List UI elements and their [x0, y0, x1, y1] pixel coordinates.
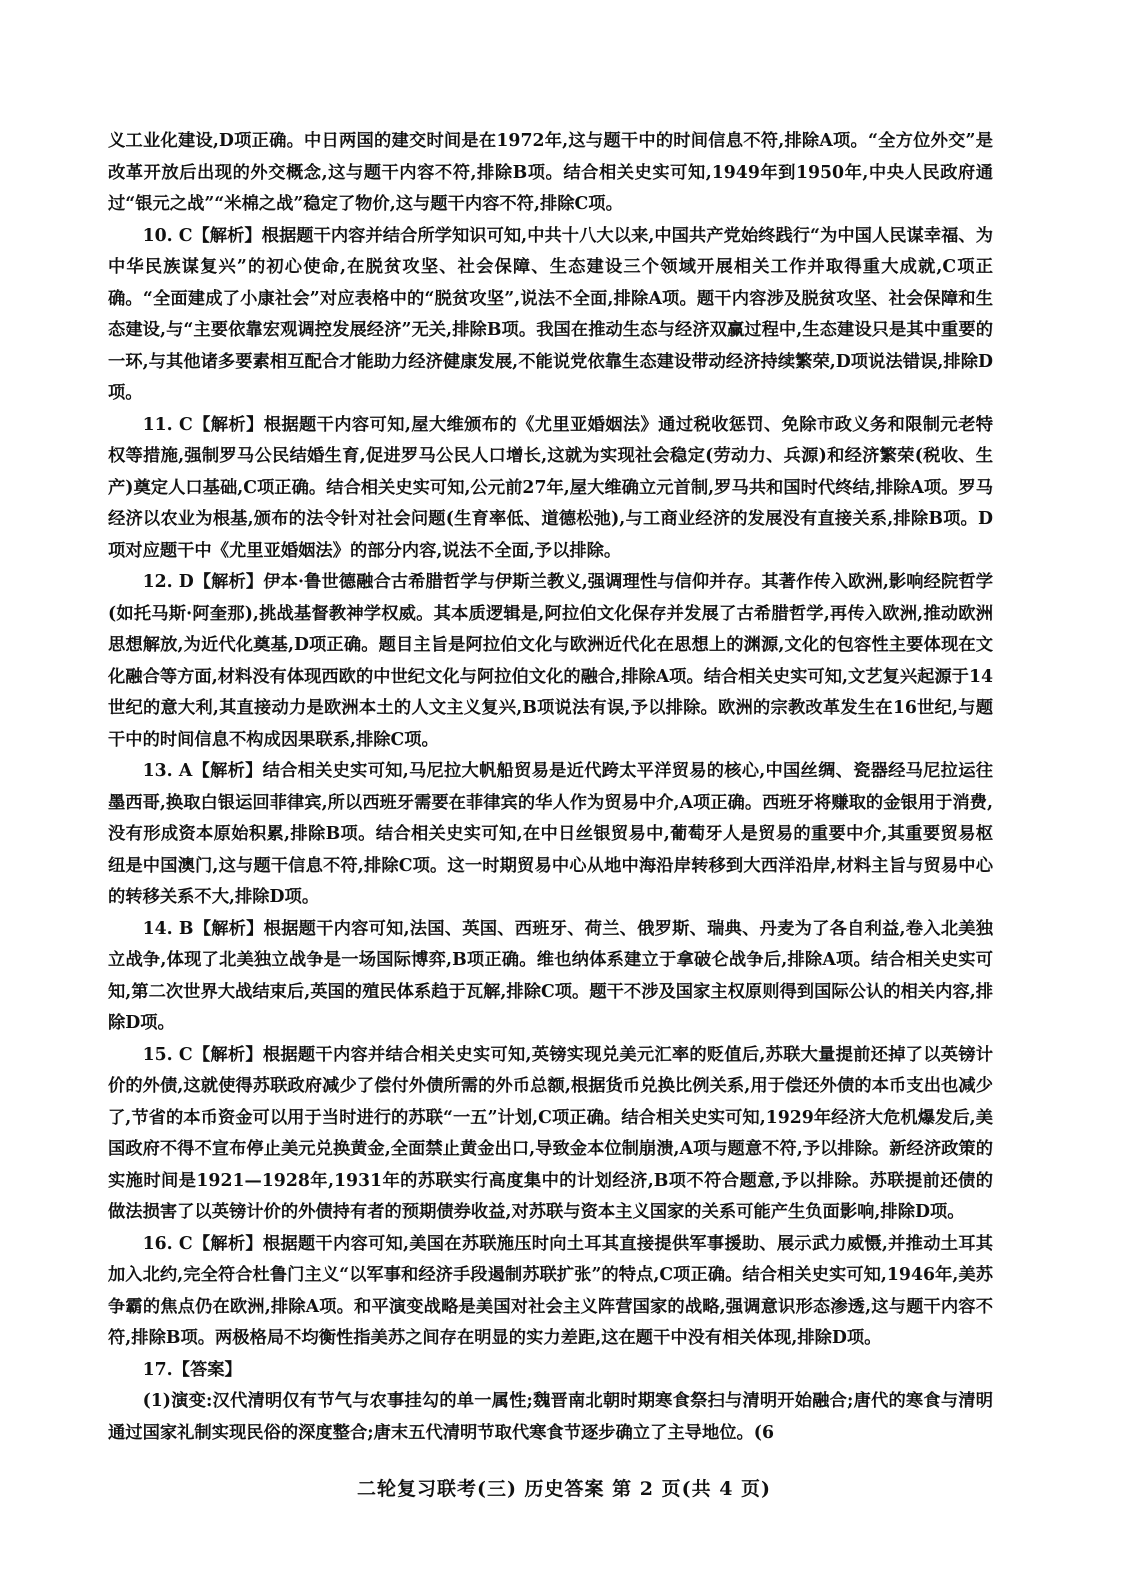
paragraph-answer-17-part-1: (1)演变:汉代清明仅有节气与农事挂勾的单一属性;魏晋南北朝时期寒食祭扫与清明开始融合;唐代的寒食与清明通过国家礼制实现民俗的深度整合;唐末五代清明节取代寒食节逐步确立了主导地位。(6: [108, 1391, 993, 1443]
answer-page-body: [108, 126, 993, 1449]
page-footer: 二轮复习联考(三) 历史答案 第 2 页(共 4 页): [356, 1478, 772, 1500]
paragraph-answer-16: 16. C【解析】根据题干内容可知,美国在苏联施压时向土耳其直接提供军事援助、展示武力威慑,并推动土耳其加入北约,完全符合杜鲁门主义“以军事和经济手段遏制苏联扩张”的特点,C项正确。结合相关史实可知,1946年,美苏争霸的焦点仍在欧洲,排除A项。和平演变战略是美国对社会主义阵营国家的战略,强调意识形态渗透,这与题干内容不符,排除B项。两极格局不均衡性指美苏之间存在明显的实力差距,这在题干中没有相关体现,排除D项。: [108, 1233, 993, 1348]
paragraph-answer-13: 13. A【解析】结合相关史实可知,马尼拉大帆船贸易是近代跨太平洋贸易的核心,中国丝绸、瓷器经马尼拉运往墨西哥,换取白银运回菲律宾,所以西班牙需要在菲律宾的华人作为贸易中介,A项正确。西班牙将赚取的金银用于消费,没有形成资本原始积累,排除B项。结合相关史实可知,在中日丝银贸易中,葡萄牙人是贸易的重要中介,其重要贸易枢纽是中国澳门,这与题干信息不符,排除C项。这一时期贸易中心从地中海沿岸转移到大西洋沿岸,材料主旨与贸易中心的转移关系不大,排除D项。: [108, 761, 993, 907]
paragraph-answer-10: 10. C【解析】根据题干内容并结合所学知识可知,中共十八大以来,中国共产党始终践行“为中国人民谋幸福、为中华民族谋复兴”的初心使命,在脱贫攻坚、社会保障、生态建设三个领域开展相关工作并取得重大成就,C项正确。“全面建成了小康社会”对应表格中的“脱贫攻坚”,说法不全面,排除A项。题干内容涉及脱贫攻坚、社会保障和生态建设,与“主要依靠宏观调控发展经济”无关,排除B项。我国在推动生态与经济双赢过程中,生态建设只是其中重要的一环,与其他诸多要素相互配合才能助力经济健康发展,不能说党依靠生态建设带动经济持续繁荣,D项说法错误,排除D项。: [108, 225, 993, 403]
paragraph-answer-17-heading: 17.【答案】: [142, 1359, 242, 1380]
paragraph-answer-12: 12. D【解析】伊本·鲁世德融合古希腊哲学与伊斯兰教义,强调理性与信仰并存。其著作传入欧洲,影响经院哲学(如托马斯·阿奎那),挑战基督教神学权威。其本质逻辑是,阿拉伯文化保存并发展了古希腊哲学,再传入欧洲,推动欧洲思想解放,为近代化奠基,D项正确。题目主旨是阿拉伯文化与欧洲近代化在思想上的渊源,文化的包容性主要体现在文化融合等方面,材料没有体现西欧的中世纪文化与阿拉伯文化的融合,排除A项。结合相关史实可知,文艺复兴起源于14世纪的意大利,其直接动力是欧洲本土的人文主义复兴,B项说法有误,予以排除。欧洲的宗教改革发生在16世纪,与题干中的时间信息不构成因果联系,排除C项。: [108, 572, 994, 750]
paragraph-answer-14: 14. B【解析】根据题干内容可知,法国、英国、西班牙、荷兰、俄罗斯、瑞典、丹麦为了各自利益,卷入北美独立战争,体现了北美独立战争是一场国际博弈,B项正确。维也纳体系建立于拿破仑战争后,排除A项。结合相关史实可知,第二次世界大战结束后,英国的殖民体系趋于瓦解,排除C项。题干不涉及国家主权原则得到国际公认的相关内容,排除D项。: [108, 918, 993, 1033]
paragraph-9-continuation: 义工业化建设,D项正确。中日两国的建交时间是在1972年,这与题干中的时间信息不符,排除A项。“全方位外交”是改革开放后出现的外交概念,这与题干内容不符,排除B项。结合相关史实可知,1949年到1950年,中央人民政府通过“银元之战”“米棉之战”稳定了物价,这与题干内容不符,排除C项。: [108, 131, 993, 214]
paragraph-answer-15: 15. C【解析】根据题干内容并结合相关史实可知,英镑实现兑美元汇率的贬值后,苏联大量提前还掉了以英镑计价的外债,这就使得苏联政府减少了偿付外债所需的外币总额,根据货币兑换比例关系,用于偿还外债的本币支出也减少了,节省的本币资金可以用于当时进行的苏联“一五”计划,C项正确。结合相关史实可知,1929年经济大危机爆发后,美国政府不得不宣布停止美元兑换黄金,全面禁止黄金出口,导致金本位制崩溃,A项与题意不符,予以排除。新经济政策的实施时间是1921—1928年,1931年的苏联实行高度集中的计划经济,B项不符合题意,予以排除。苏联提前还债的做法损害了以英镑计价的外债持有者的预期债券收益,对苏联与资本主义国家的关系可能产生负面影响,排除D项。: [108, 1044, 993, 1222]
paragraph-answer-11: 11. C【解析】根据题干内容可知,屋大维颁布的《尤里亚婚姻法》通过税收惩罚、免除市政义务和限制元老特权等措施,强制罗马公民结婚生育,促进罗马公民人口增长,这就为实现社会稳定(劳动力、兵源)和经济繁荣(税收、生产)奠定人口基础,C项正确。结合相关史实可知,公元前27年,屋大维确立元首制,罗马共和国时代终结,排除A项。罗马经济以农业为根基,颁布的法令针对社会问题(生育率低、道德松弛),与工商业经济的发展没有直接关系,排除B项。D项对应题干中《尤里亚婚姻法》的部分内容,说法不全面,予以排除。: [108, 414, 993, 561]
